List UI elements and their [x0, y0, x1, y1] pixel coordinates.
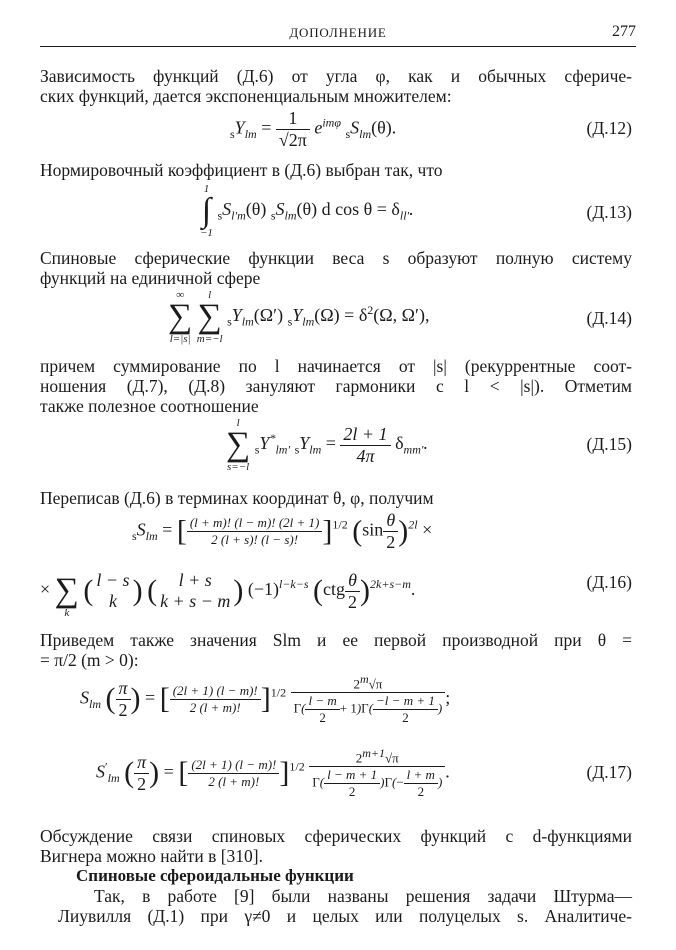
- section-heading: Спиновые сфероидальные функции: [76, 866, 354, 885]
- equation-number: (Д.13): [586, 202, 632, 222]
- equation-number: (Д.17): [586, 762, 632, 782]
- text-line: Переписав (Д.6) в терминах координат θ, φ, получим: [40, 488, 434, 508]
- equation-number: (Д.14): [586, 308, 632, 328]
- paragraph-2: [40, 160, 632, 180]
- running-header: [40, 20, 636, 47]
- text-line: функций на единичной сфере: [40, 268, 261, 288]
- paragraph-1: [40, 66, 632, 106]
- text-line: Зависимость функций (Д.6) от угла φ, как и обычных сфериче-: [40, 66, 632, 86]
- equation-number: (Д.16): [586, 572, 632, 592]
- text-line: Лиувилля (Д.1) при γ≠0 и целых или полуцелых s. Аналитиче-: [58, 906, 632, 926]
- text-line: Так, в работе [9] были названы решения задачи Штурма—: [94, 886, 632, 906]
- equation-d12: $_sY_{lm}$ = $\frac{1}{√2\pi}$ $e^{im\varphi}$ $_sS_{lm}(\theta)$. (Д.12): [230, 108, 632, 150]
- paragraph-4: [40, 356, 632, 416]
- paragraph-8: [40, 886, 632, 926]
- text-line: = π/2 (m > 0):: [40, 650, 139, 670]
- paragraph-6: [40, 630, 632, 670]
- running-title: ДОПОЛНЕНИЕ: [289, 25, 387, 40]
- text-line: также полезное соотношение: [40, 396, 259, 416]
- equation-d14: ∞ ∑ l=|s| l ∑ m=−l $_sY_{lm}(\Omega') _sY_{lm}(\Omega) = \delta^2(\Omega$, Ω′), (Д.14): [168, 289, 632, 345]
- page-number: 277: [612, 23, 636, 40]
- text-line: Нормировочный коэффициент в (Д.6) выбран так, что: [40, 160, 443, 180]
- paragraph-5: [40, 488, 632, 508]
- equation-d17a: $S_{lm}$ ( $\frac{\pi}{2}$ ) = [ $\frac{(2l + 1) (l - m)!}{2 (l + m)!}$ ]$^{1/2}$ 2$^m$√π Γ( $\frac{l - m}{2}$ + 1)Γ( $\frac{-l - m + 1}{2}$ ) ;: [80, 672, 451, 726]
- equation-d16: $_sS_{lm}$ = [ $\frac{(l + m)! (l - m)! (2l + 1)}{2 (l + s)! (l - s)!}$ ]$^{1/2}$ (sin $\frac{\theta}{2}$ )$^{2l}$ × × ∑ k ( l − s k ) ( l + s k + s − m ) $(-1)^{l-k-s}$ (ctg $\frac{\theta}{2}$ )$^{2k+s-m}$. (Д.16): [40, 510, 632, 619]
- paragraph-7: [40, 826, 632, 866]
- equation-d15: l ∑ s=−l $_sY^*_{lm'}$ $_sY_{lm}$ = $\frac{2l + 1}{4\pi}$ $\delta_{mm'}$. (Д.15): [226, 417, 632, 473]
- text-line: Спиновые сферические функции веса s образуют полную систему: [40, 248, 632, 268]
- equation-number: (Д.15): [586, 434, 632, 454]
- equation-d13: 1 ∫ −1 $_sS_{l'm}(\theta)$ $_sS_{lm}(\theta)$ d $\cos \theta = \delta_{ll'}$. (Д.13): [200, 183, 632, 239]
- text-line: ских функций, дается экспоненциальным множителем:: [40, 86, 452, 106]
- text-line: причем суммирование по l начинается от |s| (рекуррентные соот-: [40, 356, 632, 376]
- text-line: ношения (Д.7), (Д.8) зануляют гармоники с l < |s|). Отметим: [40, 376, 632, 396]
- text-line: Приведем также значения Slm и ее первой производной при θ =: [40, 630, 632, 650]
- equation-d17b: $S'_{lm}$ ( $\frac{\pi}{2}$ ) = [ $\frac{(2l + 1) (l - m)!}{2 (l + m)!}$ ]$^{1/2}$ $2^{m+1}√\pi$ Γ( $\frac{l - m + 1}{2}$ )Γ(− $\frac{l + m}{2}$ ) . (Д.17): [96, 746, 632, 800]
- paragraph-3: [40, 248, 632, 288]
- equation-number: (Д.12): [586, 118, 632, 138]
- text-line: Вигнера можно найти в [310].: [40, 846, 264, 866]
- text-line: Обсуждение связи спиновых сферических функций с d-функциями: [40, 826, 632, 846]
